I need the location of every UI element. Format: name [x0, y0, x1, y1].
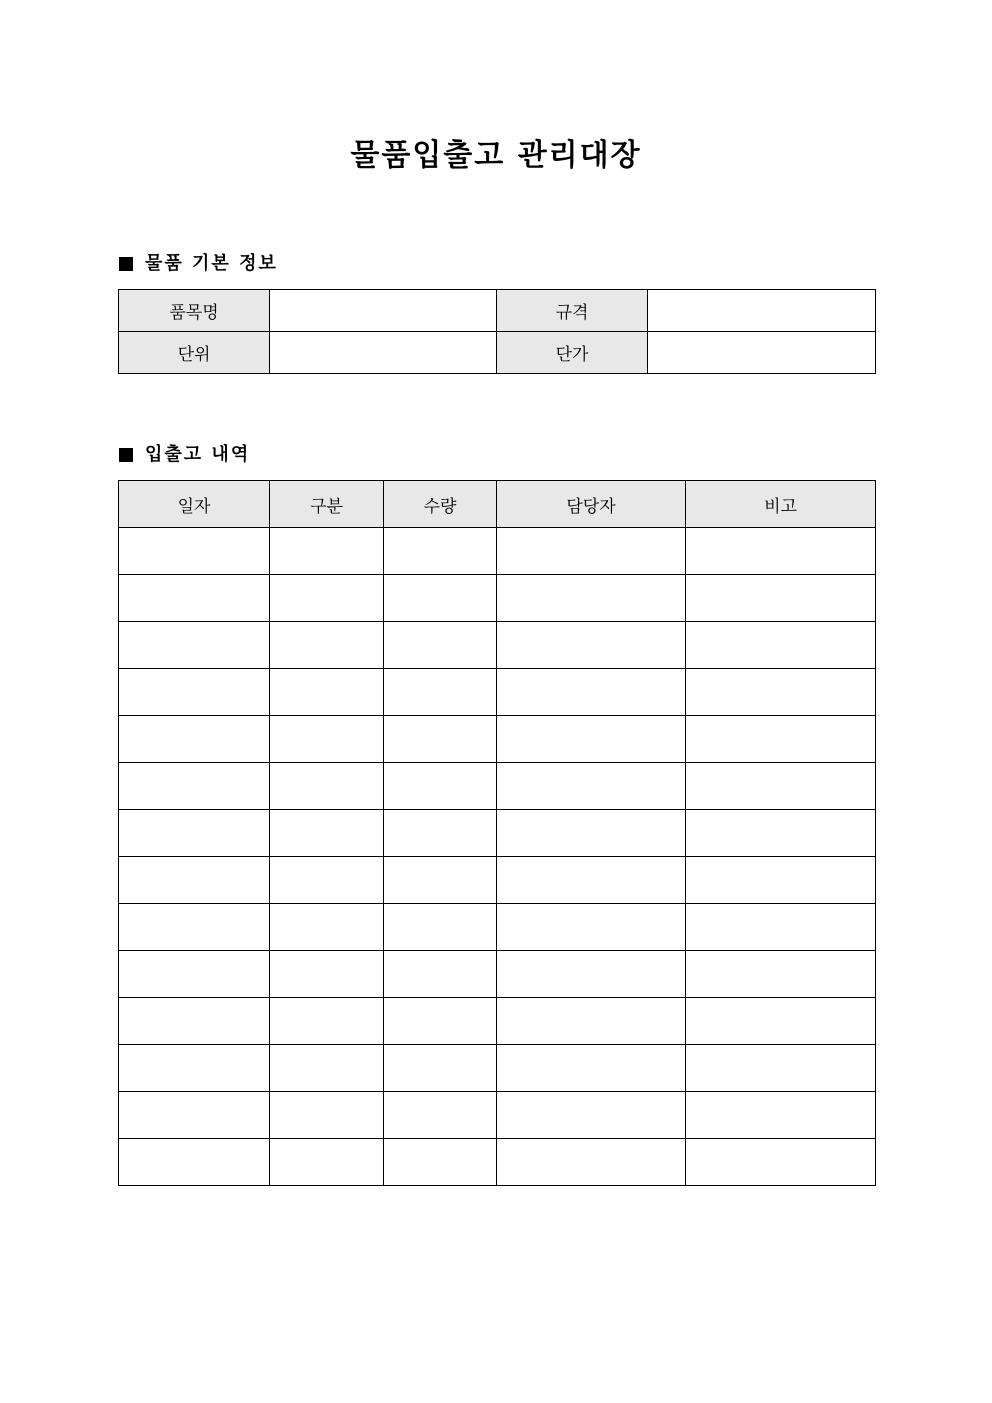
- type-cell[interactable]: [270, 951, 384, 998]
- type-cell[interactable]: [270, 998, 384, 1045]
- unit-price-field[interactable]: [648, 332, 876, 374]
- column-header-date: 일자: [119, 481, 270, 528]
- spec-field[interactable]: [648, 290, 876, 332]
- type-cell[interactable]: [270, 528, 384, 575]
- type-cell[interactable]: [270, 857, 384, 904]
- type-cell[interactable]: [270, 1092, 384, 1139]
- date-cell[interactable]: [119, 810, 270, 857]
- section-heading-label: 물품 기본 정보: [145, 253, 278, 274]
- history-table-body: [119, 528, 876, 1186]
- manager-cell[interactable]: [497, 622, 686, 669]
- quantity-cell[interactable]: [384, 1139, 497, 1186]
- manager-cell[interactable]: [497, 1045, 686, 1092]
- unit-label: 단위: [119, 332, 270, 374]
- manager-cell[interactable]: [497, 763, 686, 810]
- type-cell[interactable]: [270, 622, 384, 669]
- basic-info-table: [118, 289, 876, 374]
- quantity-cell[interactable]: [384, 857, 497, 904]
- date-cell[interactable]: [119, 998, 270, 1045]
- type-cell[interactable]: [270, 810, 384, 857]
- table-row: [119, 716, 876, 763]
- remarks-cell[interactable]: [686, 904, 876, 951]
- remarks-cell[interactable]: [686, 622, 876, 669]
- quantity-cell[interactable]: [384, 998, 497, 1045]
- square-bullet-icon: [119, 257, 133, 271]
- table-row: [119, 1092, 876, 1139]
- date-cell[interactable]: [119, 1139, 270, 1186]
- date-cell[interactable]: [119, 904, 270, 951]
- remarks-cell[interactable]: [686, 810, 876, 857]
- table-row: [119, 575, 876, 622]
- quantity-cell[interactable]: [384, 1045, 497, 1092]
- date-cell[interactable]: [119, 1045, 270, 1092]
- manager-cell[interactable]: [497, 528, 686, 575]
- spec-label: 규격: [497, 290, 648, 332]
- manager-cell[interactable]: [497, 904, 686, 951]
- item-name-field[interactable]: [270, 290, 497, 332]
- square-bullet-icon: [119, 448, 133, 462]
- date-cell[interactable]: [119, 528, 270, 575]
- date-cell[interactable]: [119, 1092, 270, 1139]
- section-heading-basic-info: [119, 251, 278, 277]
- unit-price-label: 단가: [497, 332, 648, 374]
- type-cell[interactable]: [270, 669, 384, 716]
- column-header-manager: 담당자: [497, 481, 686, 528]
- manager-cell[interactable]: [497, 810, 686, 857]
- table-row: [119, 951, 876, 998]
- date-cell[interactable]: [119, 669, 270, 716]
- manager-cell[interactable]: [497, 857, 686, 904]
- remarks-cell[interactable]: [686, 716, 876, 763]
- remarks-cell[interactable]: [686, 1092, 876, 1139]
- remarks-cell[interactable]: [686, 528, 876, 575]
- item-name-label: 품목명: [119, 290, 270, 332]
- table-header-row: [119, 481, 876, 528]
- remarks-cell[interactable]: [686, 951, 876, 998]
- column-header-type: 구분: [270, 481, 384, 528]
- table-row: [119, 528, 876, 575]
- manager-cell[interactable]: [497, 951, 686, 998]
- date-cell[interactable]: [119, 763, 270, 810]
- table-row: [119, 1045, 876, 1092]
- quantity-cell[interactable]: [384, 810, 497, 857]
- quantity-cell[interactable]: [384, 622, 497, 669]
- type-cell[interactable]: [270, 575, 384, 622]
- quantity-cell[interactable]: [384, 528, 497, 575]
- column-header-remarks: 비고: [686, 481, 876, 528]
- table-row: [119, 332, 876, 374]
- date-cell[interactable]: [119, 622, 270, 669]
- manager-cell[interactable]: [497, 575, 686, 622]
- quantity-cell[interactable]: [384, 763, 497, 810]
- remarks-cell[interactable]: [686, 1045, 876, 1092]
- date-cell[interactable]: [119, 575, 270, 622]
- quantity-cell[interactable]: [384, 575, 497, 622]
- manager-cell[interactable]: [497, 669, 686, 716]
- section-heading-history: [119, 442, 250, 468]
- type-cell[interactable]: [270, 1045, 384, 1092]
- quantity-cell[interactable]: [384, 904, 497, 951]
- remarks-cell[interactable]: [686, 763, 876, 810]
- date-cell[interactable]: [119, 951, 270, 998]
- remarks-cell[interactable]: [686, 1139, 876, 1186]
- quantity-cell[interactable]: [384, 669, 497, 716]
- quantity-cell[interactable]: [384, 951, 497, 998]
- manager-cell[interactable]: [497, 716, 686, 763]
- manager-cell[interactable]: [497, 998, 686, 1045]
- history-table: [118, 480, 876, 1186]
- table-row: [119, 1139, 876, 1186]
- remarks-cell[interactable]: [686, 998, 876, 1045]
- remarks-cell[interactable]: [686, 857, 876, 904]
- page-title: 물품입출고 관리대장: [350, 138, 642, 173]
- table-row: [119, 998, 876, 1045]
- table-row: [119, 290, 876, 332]
- table-row: [119, 904, 876, 951]
- remarks-cell[interactable]: [686, 669, 876, 716]
- table-row: [119, 763, 876, 810]
- type-cell[interactable]: [270, 1139, 384, 1186]
- date-cell[interactable]: [119, 857, 270, 904]
- type-cell[interactable]: [270, 716, 384, 763]
- remarks-cell[interactable]: [686, 575, 876, 622]
- table-row: [119, 669, 876, 716]
- date-cell[interactable]: [119, 716, 270, 763]
- column-header-quantity: 수량: [384, 481, 497, 528]
- table-row: [119, 857, 876, 904]
- quantity-cell[interactable]: [384, 1092, 497, 1139]
- quantity-cell[interactable]: [384, 716, 497, 763]
- table-row: [119, 622, 876, 669]
- manager-cell[interactable]: [497, 1092, 686, 1139]
- type-cell[interactable]: [270, 763, 384, 810]
- section-heading-label: 입출고 내역: [145, 444, 251, 465]
- manager-cell[interactable]: [497, 1139, 686, 1186]
- type-cell[interactable]: [270, 904, 384, 951]
- table-row: [119, 810, 876, 857]
- unit-field[interactable]: [270, 332, 497, 374]
